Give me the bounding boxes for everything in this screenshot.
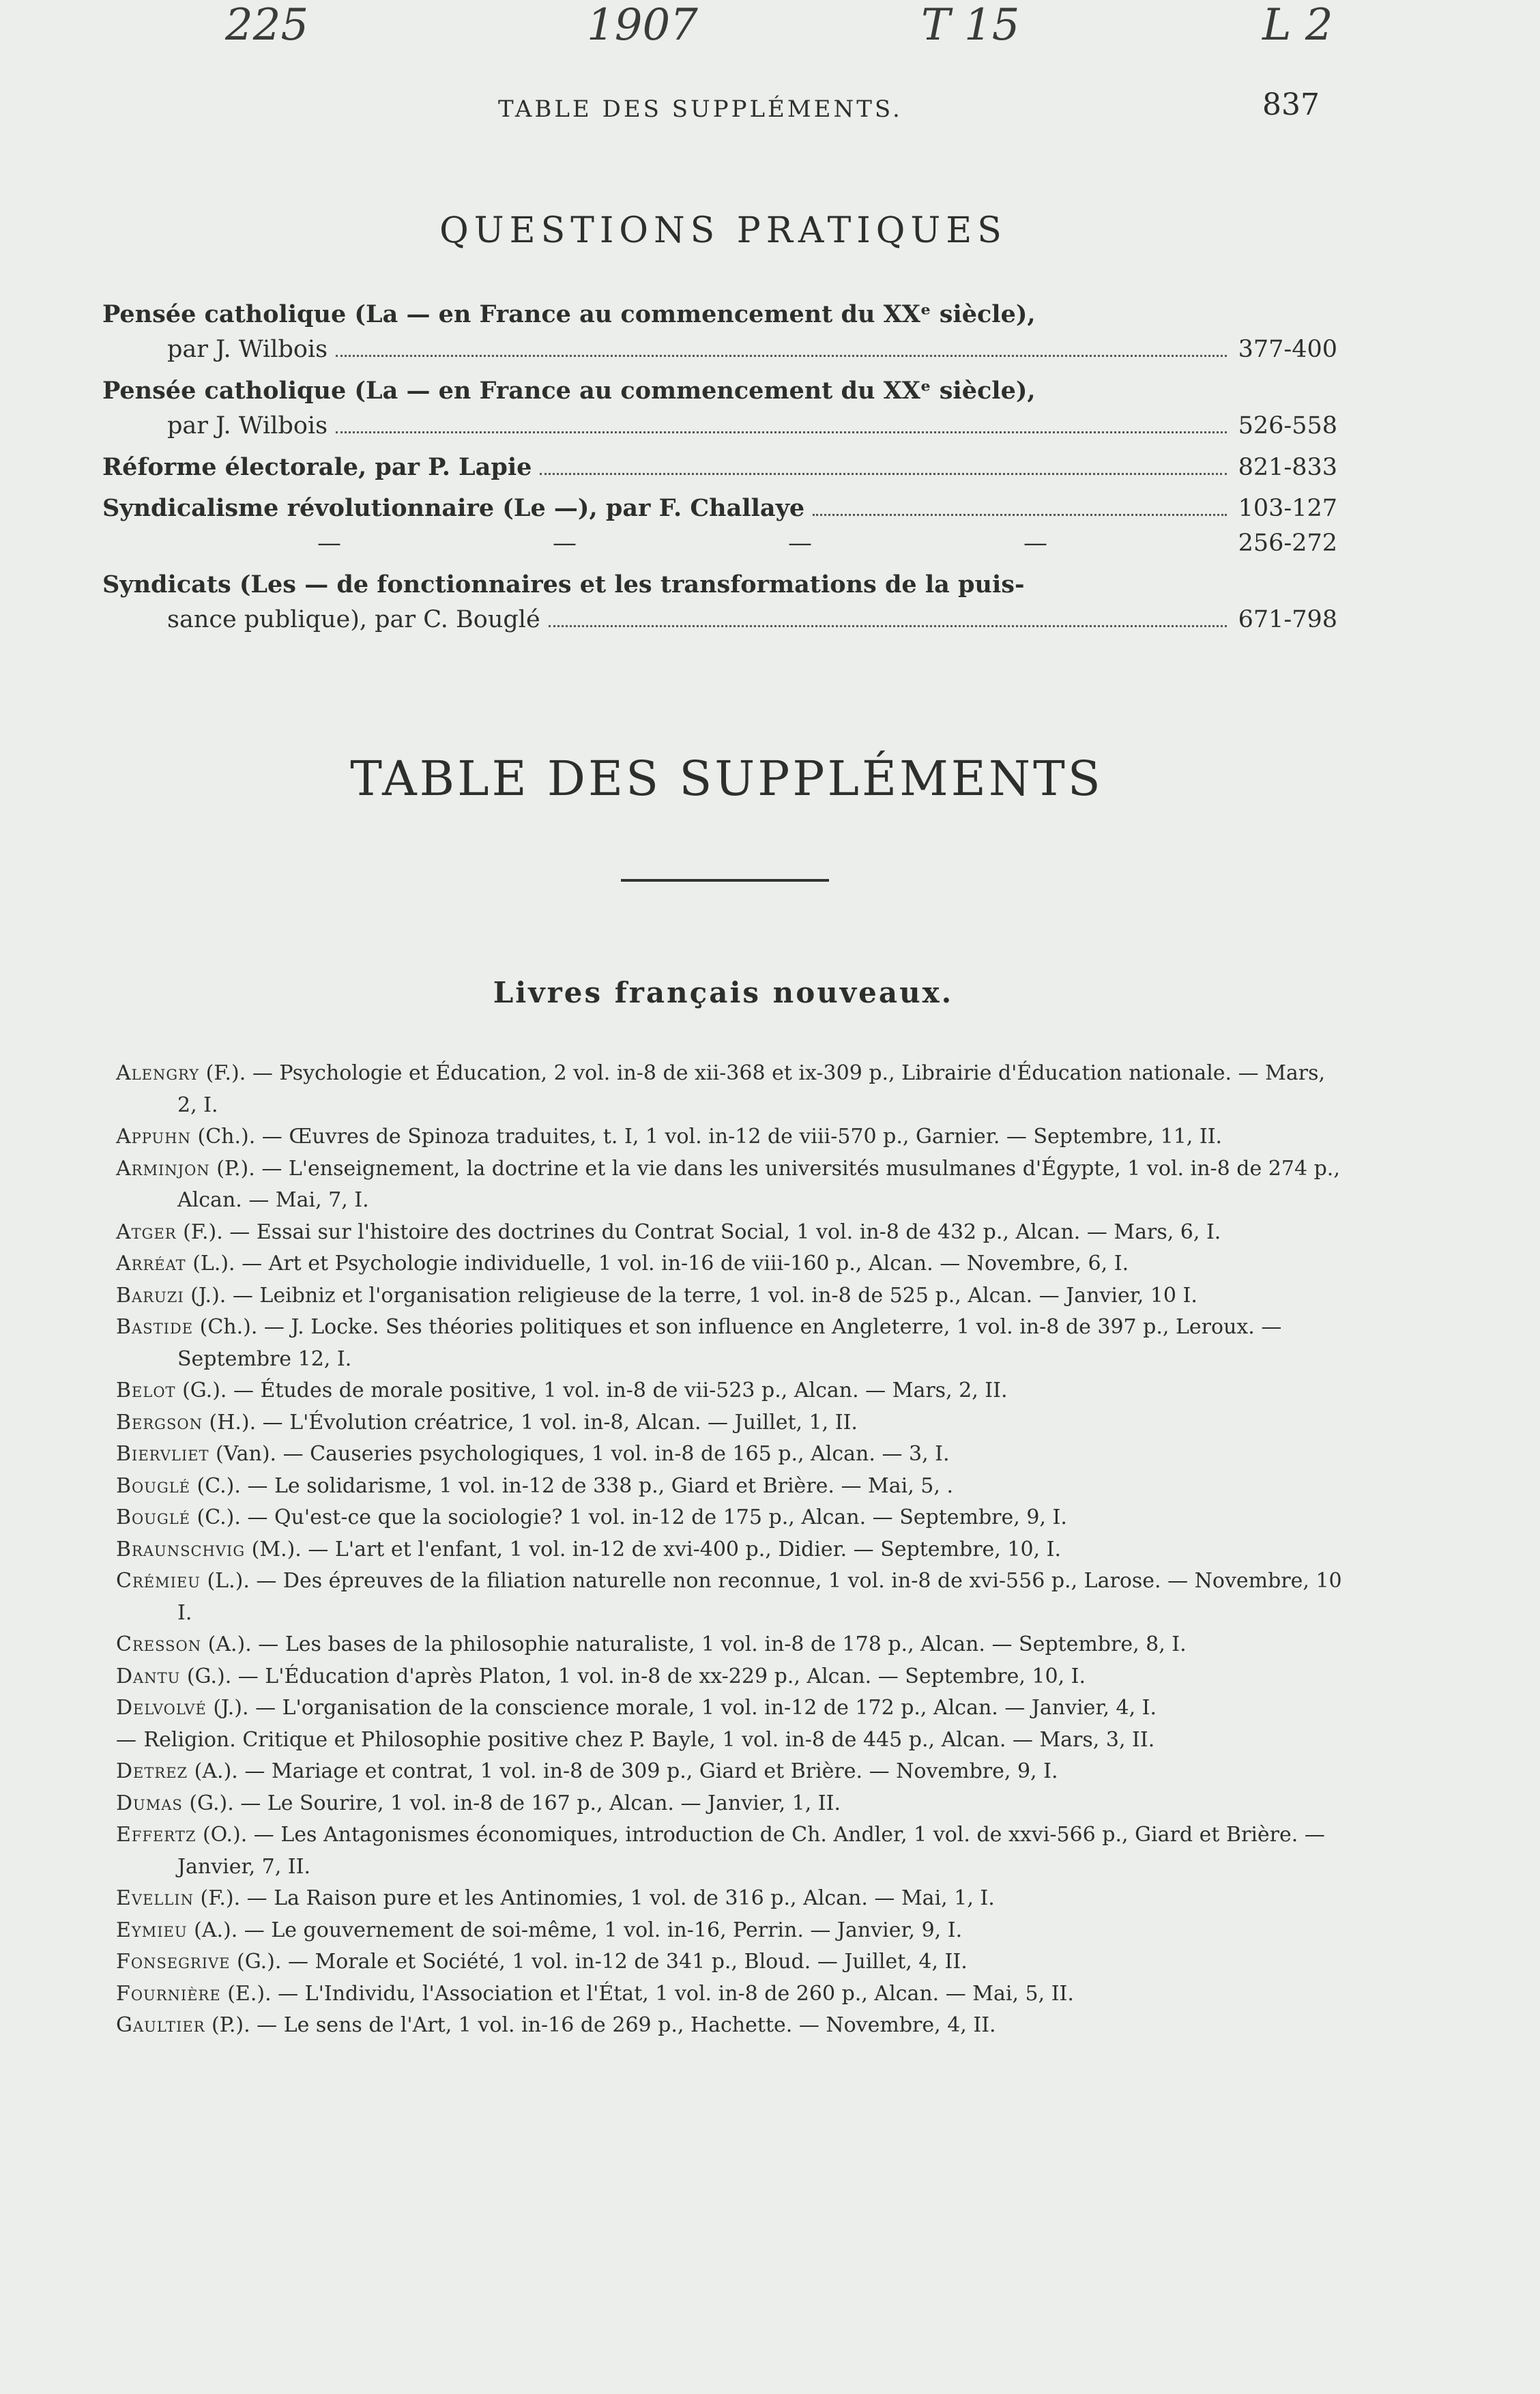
entry-title: Syndicalisme révolutionnaire (Le —), par F. Challaye [102,494,805,522]
ditto-dash: — [317,530,341,557]
book-author: Fonsegrive [116,1950,231,1974]
book-author: Alengry [116,1061,200,1085]
book-details: Religion. Critique et Philosophie positive chez P. Bayle, 1 vol. in-8 de 445 p., Alcan. — Mars, 3, II. [137,1727,1155,1752]
list-item [116,1217,1344,1249]
handwritten-mark: 225 [225,0,309,51]
list-item [102,377,1337,448]
list-item [116,1692,1344,1725]
ditto-dash: — [1023,530,1047,557]
list-item [116,1915,1344,1947]
list-item [116,1946,1344,1978]
book-author: Arréat [116,1252,186,1275]
book-author: Bouglé [116,1505,191,1529]
book-details: (G.). — Études de morale positive, 1 vol. in-8 de vii-523 p., Alcan. — Mars, 2, II. [175,1379,1008,1402]
book-author: Bastide [116,1315,194,1339]
list-item [102,494,1337,565]
list-item [116,1725,1344,1757]
list-item [116,1566,1344,1629]
book-details: (O.). — Les Antagonismes économiques, introduction de Ch. Andler, 1 vol. de xxvi-566 p., Giard et Brière. — Janvier, 7, II. [177,1823,1325,1879]
page-number: 837 [1262,87,1320,122]
list-item [116,1819,1344,1883]
entry-pages: 821-833 [1238,454,1337,481]
book-author: Baruzi [116,1283,184,1308]
book-author: Crémieu [116,1569,201,1593]
list-item [116,1280,1344,1312]
list-item [116,1375,1344,1407]
book-details: (J.). — Leibniz et l'organisation religieuse de la terre, 1 vol. in-8 de 525 p., Alcan. — Janvier, 10 I. [184,1283,1197,1308]
entry-author: par J. Wilbois [167,412,328,439]
list-item [116,1439,1344,1471]
list-item [116,1312,1344,1375]
entry-author: par J. Wilbois [167,336,328,363]
book-details: (Van). — Causeries psychologiques, 1 vol. in-8 de 165 p., Alcan. — 3, I. [209,1442,950,1466]
list-item [116,1153,1344,1217]
book-details: (F.). — La Raison pure et les Antinomies, 1 vol. de 316 p., Alcan. — Mai, 1, I. [193,1886,995,1910]
book-details: (L.). — Des épreuves de la filiation naturelle non reconnue, 1 vol. in-8 de xvi-556 p., Larose. — Novembre, 10 I. [177,1569,1342,1625]
list-item [102,571,1337,641]
book-author: Atger [116,1220,177,1244]
subsection-title: Livres français nouveaux. [493,976,954,1009]
book-details: (Ch.). — Œuvres de Spinoza traduites, t. I, 1 vol. in-12 de viii-570 p., Garnier. — Septembre, 11, II. [190,1125,1223,1149]
book-author: Fournière [116,1981,221,2006]
book-details: (Ch.). — J. Locke. Ses théories politiques et son influence en Angleterre, 1 vol. in-8 de 397 p., Leroux. — Septembre 12, I. [177,1315,1282,1371]
book-details: (E.). — L'Individu, l'Association et l'État, 1 vol. in-8 de 260 p., Alcan. — Mai, 5, II. [220,1981,1074,2006]
divider-rule [621,879,829,882]
book-author: Belot [116,1379,176,1402]
book-author: Dantu [116,1664,181,1688]
book-details: (A.). — Les bases de la philosophie naturaliste, 1 vol. in-8 de 178 p., Alcan. — Septembre, 8, I. [201,1632,1187,1656]
list-item [116,1058,1344,1121]
list-item [116,1407,1344,1439]
list-item [116,2010,1344,2042]
ditto-dash: — [788,530,812,557]
book-details: (F.). — Essai sur l'histoire des doctrines du Contrat Social, 1 vol. in-8 de 432 p., Alcan. — Mars, 6, I. [176,1220,1221,1244]
book-author: Appuhn [116,1125,191,1149]
entry-title: Syndicats (Les — de fonctionnaires et les transformations de la puis- [102,571,1025,598]
book-details: (P.). — Le sens de l'Art, 1 vol. in-16 de 269 p., Hachette. — Novembre, 4, II. [205,2013,996,2037]
book-author: — [116,1727,137,1752]
list-item [116,1502,1344,1534]
book-details: (P.). — L'enseignement, la doctrine et la vie dans les universités musulmanes d'Égypte, 1 vol. in-8 de 274 p., Alcan. — Mai, 7, I. [177,1156,1340,1212]
running-head: TABLE DES SUPPLÉMENTS. [498,96,903,123]
book-details: (G.). — Le Sourire, 1 vol. in-8 de 167 p., Alcan. — Janvier, 1, II. [182,1791,841,1815]
book-author: Effertz [116,1823,197,1847]
book-details: (L.). — Art et Psychologie individuelle, 1 vol. in-16 de viii-160 p., Alcan. — Novembre, 6, I. [186,1252,1129,1275]
book-details: (F.). — Psychologie et Éducation, 2 vol. in-8 de xii-368 et ix-309 p., Librairie d'Éducation nationale. — Mars, 2, I. [177,1061,1326,1117]
list-item [102,300,1337,371]
book-author: Cresson [116,1632,202,1656]
book-details: (C.). — Qu'est-ce que la sociologie? 1 vol. in-12 de 175 p., Alcan. — Septembre, 9, I. [190,1505,1067,1529]
list-item [116,1978,1344,2010]
book-details: (G.). — Morale et Société, 1 vol. in-12 de 341 p., Bloud. — Juillet, 4, II. [230,1950,968,1974]
ditto-dash: — [553,530,577,557]
book-details: (G.). — L'Éducation d'après Platon, 1 vol. in-8 de xx-229 p., Alcan. — Septembre, 10, I. [180,1664,1086,1688]
book-author: Gaultier [116,2013,205,2037]
book-author: Bergson [116,1410,203,1434]
entry-pages: 526-558 [1238,412,1337,439]
book-details: (C.). — Le solidarisme, 1 vol. in-12 de 338 p., Giard et Brière. — Mai, 5, . [190,1473,953,1498]
list-item [116,1661,1344,1693]
list-item [116,1248,1344,1280]
book-author: Bouglé [116,1473,191,1498]
entry-pages: 256-272 [1238,530,1337,557]
book-details: (J.). — L'organisation de la conscience morale, 1 vol. in-12 de 172 p., Alcan. — Janvier, 4, I. [206,1696,1157,1720]
table-title: TABLE DES SUPPLÉMENTS [350,751,1103,807]
book-details: (H.). — L'Évolution créatrice, 1 vol. in-8, Alcan. — Juillet, 1, II. [202,1410,858,1434]
list-item [116,1756,1344,1788]
entry-pages: 671-798 [1238,606,1337,633]
book-author: Detrez [116,1759,188,1783]
handwritten-mark: 1907 [587,0,698,51]
entry-pages: 103-127 [1238,495,1337,522]
book-author: Biervliet [116,1442,209,1466]
entry-pages: 377-400 [1238,336,1337,363]
list-item [116,1629,1344,1661]
list-item [116,1788,1344,1820]
list-item [116,1883,1344,1915]
questions-pratiques-list [102,300,1337,647]
entry-title: Pensée catholique (La — en France au commencement du XXᵉ siècle), [102,300,1036,328]
entry-title: Pensée catholique (La — en France au commencement du XXᵉ siècle), [102,377,1036,405]
book-author: Evellin [116,1886,194,1910]
book-details: (A.). — Le gouvernement de soi-même, 1 vol. in-16, Perrin. — Janvier, 9, I. [187,1918,963,1942]
section-title: QUESTIONS PRATIQUES [439,210,1007,251]
handwritten-mark: T 15 [921,0,1020,51]
book-author: Dumas [116,1791,183,1815]
list-item [102,453,1337,489]
book-author: Braunschvig [116,1537,246,1561]
handwritten-mark: L 2 [1262,0,1333,51]
list-item [116,1534,1344,1566]
book-details: (A.). — Mariage et contrat, 1 vol. in-8 de 309 p., Giard et Brière. — Novembre, 9, I. [188,1759,1058,1783]
list-item [116,1121,1344,1153]
entry-author: sance publique), par C. Bouglé [167,606,540,633]
book-author: Arminjon [116,1156,210,1181]
books-list [116,1058,1344,2042]
book-details: (M.). — L'art et l'enfant, 1 vol. in-12 de xvi-400 p., Didier. — Septembre, 10, I. [245,1537,1061,1561]
entry-title: Réforme électorale, par P. Lapie [102,453,532,481]
list-item [116,1471,1344,1503]
book-author: Eymieu [116,1918,188,1942]
book-author: Delvolvé [116,1696,207,1720]
